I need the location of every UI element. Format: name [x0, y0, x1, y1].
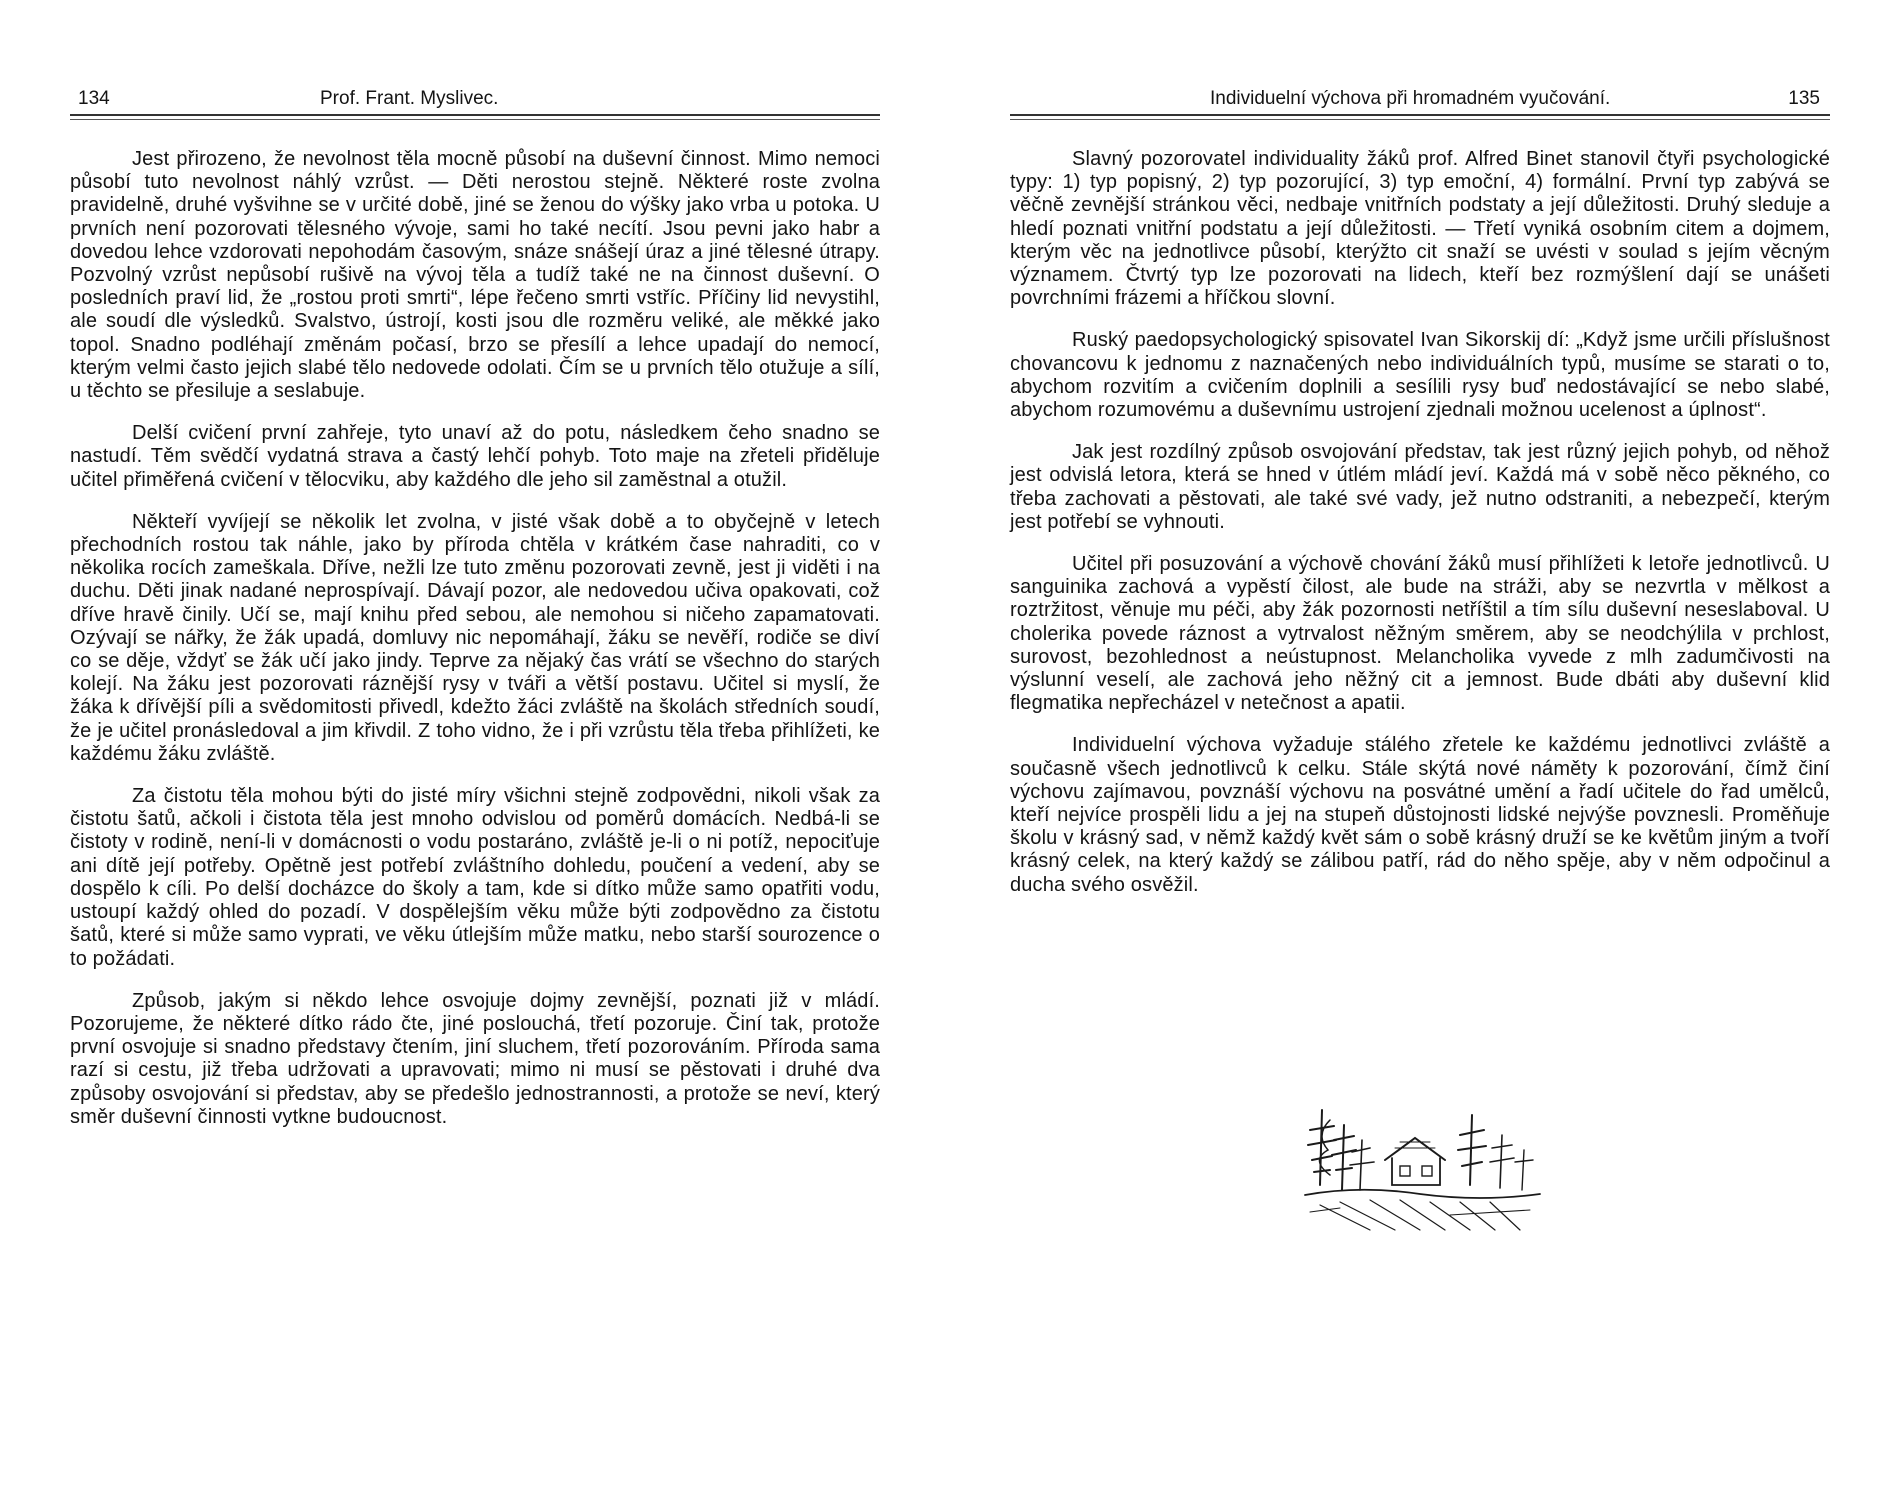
running-head-left: [70, 88, 880, 114]
page-number-left: 134: [78, 88, 110, 109]
paragraph: Ruský paedopsychologický spisovatel Ivan Sikorskij dí: „Když jsme určili příslušnost chovancovu k jednomu z naznačených nebo individuálních typů, musíme se starati o to, abychom rozvitím a cvičením doplnili a sesílili rysy buď nedostávající se nebo slabé, abychom rozumovému a duševnímu ustrojení zjednali možnou ucelenost a úplnost“.: [1010, 329, 1830, 422]
left-page: [70, 0, 880, 1500]
landscape-vignette-illustration: [1300, 1090, 1545, 1235]
right-page: [1010, 0, 1830, 1500]
paragraph: Jak jest rozdílný způsob osvojování představ, tak jest různý jejich pohyb, od něhož jest odvislá letora, která se hned v útlém mládí jeví. Každá má v sobě něco pěkného, co třeba zachovati a pěstovati, ale také své vady, jež nutno odstraniti, a nebezpečí, kterým jest potřebí se vyhnouti.: [1010, 441, 1830, 533]
paragraph: Někteří vyvíjejí se několik let zvolna, v jisté však době a to obyčejně v letech přechodních rostou tak náhle, jako by příroda chtěla v krátkém čase nahraditi, co v několika rocích zameškala. Dříve, nežli lze tuto změnu pozorovati zevně, jest ji viděti i na duchu. Děti jinak nadané neprospívají. Dávají pozor, ale nedovedou učiva opakovati, což dříve hravě činily. Učí se, mají knihu před sebou, ale nemohou si ničeho zapamatovati. Ozývají se nářky, že žák upadá, domluvy nic nepomáhají, žáku se nevěří, rodiče se diví co se děje, vždyť se žák učí jako jindy. Teprve za nějaký čas vrátí se všechno do starých kolejí. Na žáku jest pozorovati ráznější rysy v tváři a větší postavu. Učitel si myslí, že žáka k dřívější píli a svědomitosti přivedl, kdežto žáci zvláště na školách středních soudí, že je učitel pronásledoval a jim křivdil. Z toho vidno, že i při vzrůstu těla třeba přihlížeti, ke každému žáku zvláště.: [70, 510, 880, 765]
page-number-right: 135: [1788, 88, 1820, 109]
paragraph: Delší cvičení první zahřeje, tyto unaví až do potu, následkem čeho snadno se nastudí. Těm svědčí vydatná strava a častý lehčí pohyb. Toto maje na zřeteli přiděluje učitel přiměřená cvičení v tělocviku, aby každého dle jeho sil zaměstnal a otužil.: [70, 422, 880, 491]
paragraph: Učitel při posuzování a výchově chování žáků musí přihlížeti k letoře jednotlivců. U sanguinika zachová a vypěstí čilost, ale bude na stráži, aby se nezvrtla v mělkost a roztržitost, věnuje mu péči, aby žák pozornosti netříštil a tím sílu duševní neseslaboval. U cholerika povede ráznost a vytrvalost něžným směrem, aby se neodchýlila v prchlost, surovost, bezohlednost a neústupnost. Melancholika vyvede z mlh zadumčivosti na výslunní veselí, ale zachová jeho něžný cit a jemnost. Bude dbáti aby duševní klid flegmatika nepřecházel v netečnost a apatii.: [1010, 553, 1830, 715]
paragraph: Způsob, jakým si někdo lehce osvojuje dojmy zevnější, poznati již v mládí. Pozorujeme, že některé dítko rádo čte, jiné poslouchá, třetí pozoruje. Činí tak, protože první osvojuje si snadno představy čtením, jiní sluchem, třetí pozorováním. Příroda sama razí si cestu, již třeba udržovati a upravovati; mimo ni musí se pěstovati i druhé dva způsoby osvojování si představ, aby se předešlo jednostrannosti, a protože se neví, který směr duševní činnosti vytkne budoucnost.: [70, 989, 880, 1128]
paragraph: Slavný pozorovatel individuality žáků prof. Alfred Binet stanovil čtyři psychologické typy: 1) typ popisný, 2) typ pozorující, 3) typ emoční, 4) formální. První typ zabývá se věčně zevnější stránkou věci, nedbaje vnitřních podstaty a její důležitosti. Druhý sleduje a hledí poznati vnitřní podstatu a její důležitosti. — Třetí vyniká osobním citem a dojmem, kterým věc na jednotlivce působí, kterýžto cit snaží se uvésti v soulad s jejím věcným významem. Čtvrtý typ lze pozorovati na lidech, kteří bez rozmýšlení dají se unášeti povrchními frázemi a hříčkou slovní.: [1010, 148, 1830, 310]
running-title-right: Individuelní výchova při hromadném vyučování.: [1210, 88, 1611, 109]
running-head-right: [1010, 88, 1830, 114]
paragraph: Jest přirozeno, že nevolnost těla mocně působí na duševní činnost. Mimo nemoci působí tuto nevolnost náhlý vzrůst. — Děti nerostou stejně. Některé roste zvolna pravidelně, druhé vyšvihne se v určité době, jiné se ženou do výšky jako vrba u potoka. U prvních není pozorovati tělesného vývoje, sami ho také necítí. Jsou pevni jako habr a dovedou lehce vzdorovati nepohodám časovým, snáze snášejí úraz a jiné tělesné útrapy. Pozvolný vzrůst nepůsobí rušivě na vývoj těla a tudíž také ne na činnost duševní. O posledních praví lid, že „rostou proti smrti“, lépe řečeno smrti vstříc. Příčiny lid nevystihl, ale soudí dle výsledků. Svalstvo, ústrojí, kosti jsou dle rozměru veliké, ale měkké jako topol. Snadno podléhají změnám počasí, brzo se přesílí a lehce upadají do nemocí, kterým velmi často jejich slabé tělo nedovede odolati. Čím se u prvních tělo otužuje a sílí, u těchto se přesiluje a seslabuje.: [70, 148, 880, 403]
right-body-text: [1010, 148, 1830, 916]
paragraph: Za čistotu těla mohou býti do jisté míry všichni stejně zodpovědni, nikoli však za čistotu šatů, ačkoli i čistota těla jest mnoho odvislou od poměrů domácích. Nedbá-li se čistoty v rodině, není-li v domácnosti o vodu postaráno, zvláště je-li o ni potíž, nepociťuje ani dítě její potřeby. Opětně jest potřebí zvláštního dohledu, poučení a vedení, aby se dospělo k cíli. Po delší docházce do školy a tam, kde si dítko může samo opatřiti vodu, ustoupí každý ohled do pozadí. V dospělejším věku může býti zodpovědno za čistotu šatů, které si může samo vyprati, ve věku útlejším může matku, nebo starší sourozence o to požádati.: [70, 785, 880, 970]
header-rule-right: [1010, 114, 1830, 120]
running-title-left: Prof. Frant. Myslivec.: [320, 88, 499, 109]
left-body-text: [70, 148, 880, 1148]
paragraph: Individuelní výchova vyžaduje stálého zřetele ke každému jednotlivci zvláště a současně všech jednotlivců k celku. Stále skýtá nové náměty k pozorování, čímž činí výchovu zajímavou, povznáší výchovu na posvátné umění a řadí učitele do řad umělců, kteří nejvíce prospěli lidu a jej na stupeň důstojnosti lidské nejvýše povznesli. Proměňuje školu v krásný sad, v němž každý květ sám o sobě krásný druží se ke květům jiným a tvoří krásný celek, na který každý se zálibou patří, rád do něho spěje, aby v něm odpočinul a ducha svého osvěžil.: [1010, 734, 1830, 896]
header-rule-left: [70, 114, 880, 120]
